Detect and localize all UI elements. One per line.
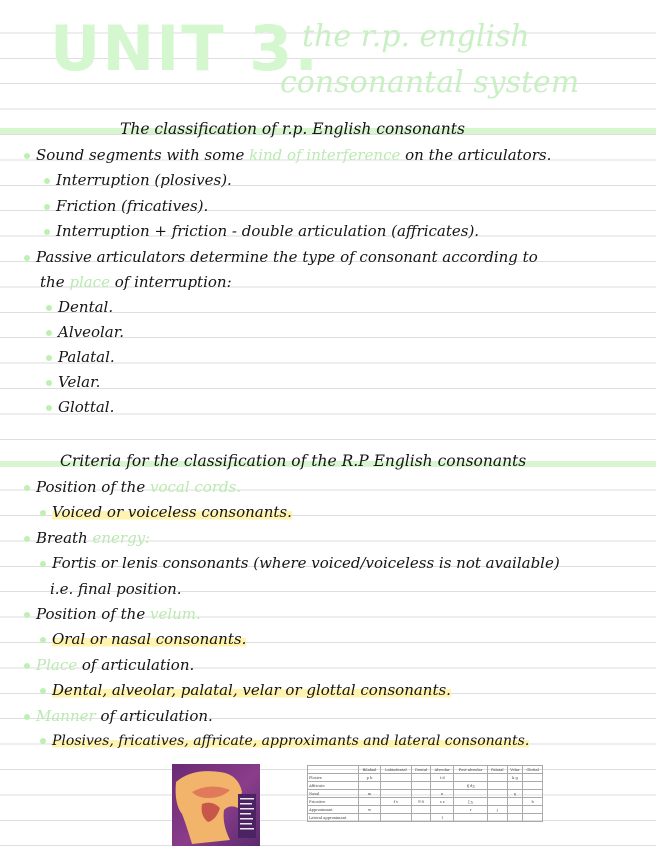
bullet-icon	[40, 688, 46, 694]
place-glottal: Glottal.	[46, 398, 114, 416]
section1-line-1: Sound segments with some kind of interference on the articulators.	[24, 146, 551, 164]
bullet-icon	[46, 380, 52, 386]
section1-line-2: Passive articulators determine the type of consonant according to	[24, 248, 538, 266]
bullet-icon	[40, 637, 46, 643]
criteria-3: Position of the velum.	[24, 605, 201, 623]
section1-sub-1: Interruption (plosives).	[44, 171, 232, 189]
bullet-icon	[24, 255, 30, 261]
bullet-icon	[44, 178, 50, 184]
table-row: Plosive p b t d k g	[308, 774, 543, 782]
section1-line-2b: the place of interruption:	[40, 273, 232, 291]
criteria-4-sub: Dental, alveolar, palatal, velar or glottal consonants.	[40, 681, 451, 699]
criteria-2-sub: Fortis or lenis consonants (where voiced/voiceless is not available)	[40, 554, 560, 572]
criteria-2-sub-b: i.e. final position.	[50, 580, 182, 598]
section1-sub-2: Friction (fricatives).	[44, 197, 208, 215]
criteria-5: Manner of articulation.	[24, 707, 213, 725]
criteria-4: Place of articulation.	[24, 656, 194, 674]
bullet-icon	[44, 204, 50, 210]
bullet-icon	[40, 561, 46, 567]
section1-sub-3: Interruption + friction - double articulation (affricates).	[44, 222, 479, 240]
subtitle-line-1: the r.p. english	[302, 19, 530, 54]
criteria-1-sub: Voiced or voiceless consonants.	[40, 503, 292, 521]
table-row: Nasal m n ŋ	[308, 790, 543, 798]
unit-title: UNIT 3.	[50, 12, 320, 85]
place-palatal: Palatal.	[46, 348, 115, 366]
table-row: Fricative f v θ ð s z ʃ ʒ h	[308, 798, 543, 806]
ipa-consonant-table	[307, 765, 543, 822]
table-row: Affricate tʃ dʒ	[308, 782, 543, 790]
bullet-icon	[24, 485, 30, 491]
section1-heading: The classification of r.p. English consonants	[120, 120, 465, 138]
place-alveolar: Alveolar.	[46, 323, 124, 341]
bullet-icon	[46, 305, 52, 311]
vocal-tract-illustration	[172, 764, 260, 846]
bullet-icon	[40, 510, 46, 516]
bullet-icon	[24, 612, 30, 618]
bullet-icon	[24, 153, 30, 159]
bullet-icon	[46, 405, 52, 411]
bullet-icon	[46, 330, 52, 336]
subtitle-line-2: consonantal system	[280, 65, 580, 100]
criteria-1: Position of the vocal cords.	[24, 478, 241, 496]
section2-heading: Criteria for the classification of the R.P English consonants	[60, 452, 527, 470]
bullet-icon	[44, 229, 50, 235]
criteria-5-sub: Plosives, fricatives, affricate, approximants and lateral consonants.	[40, 733, 529, 749]
table-row: Approximant w r j	[308, 806, 543, 814]
bullet-icon	[40, 738, 46, 744]
criteria-2: Breath energy:	[24, 529, 150, 547]
criteria-3-sub: Oral or nasal consonants.	[40, 630, 246, 648]
bullet-icon	[24, 663, 30, 669]
place-velar: Velar.	[46, 373, 100, 391]
place-dental: Dental.	[46, 298, 113, 316]
table-row: Lateral approximant l	[308, 814, 543, 822]
table-header-row: Bilabial Labiodental Dental Alveolar Post-alveolar Palatal Velar Glottal	[308, 766, 543, 774]
vocal-tract-diagram	[172, 764, 260, 846]
bullet-icon	[24, 536, 30, 542]
bullet-icon	[46, 355, 52, 361]
bullet-icon	[24, 714, 30, 720]
